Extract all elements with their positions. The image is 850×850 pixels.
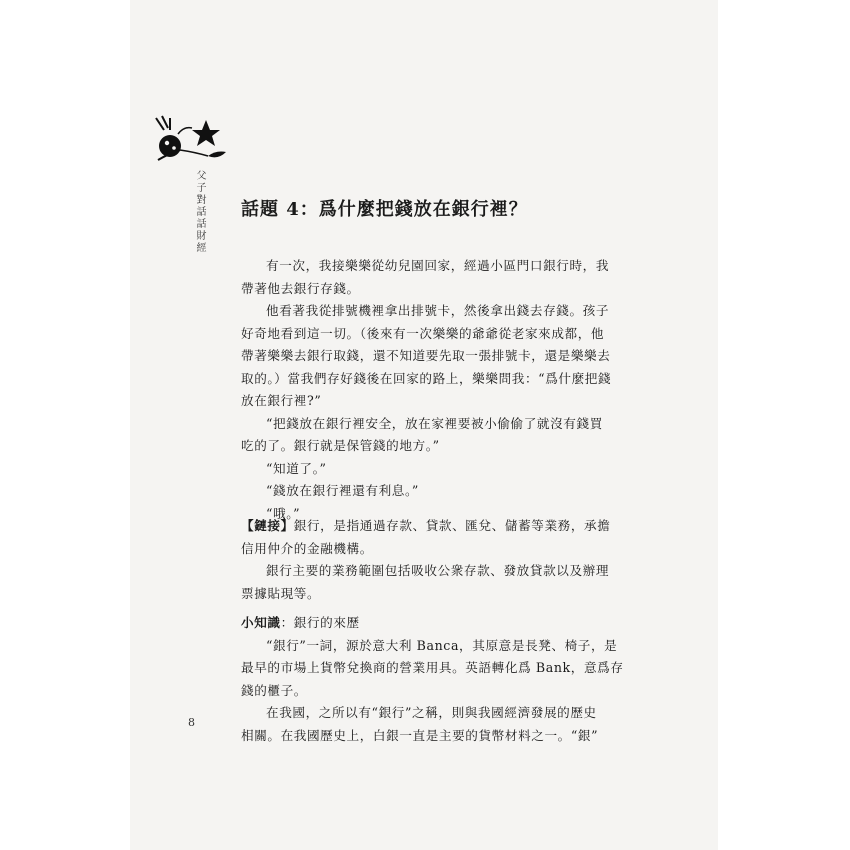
knowledge-line: 相關。在我國歷史上，白銀一直是主要的貨幣材料之一。“銀” — [241, 727, 599, 743]
link-note-line — [241, 515, 611, 538]
knowledge-subtitle: ：銀行的來歷 — [280, 615, 360, 630]
book-side-title: 父子對話話財經 — [194, 170, 205, 254]
link-note-line: 票據貼現等。 — [241, 585, 321, 601]
story-line: 帶著他去銀行存錢。 — [241, 280, 360, 296]
story-line: 放在銀行裡?” — [241, 393, 322, 408]
link-note-line: 信用仲介的金融機構。 — [241, 540, 373, 556]
knowledge-line: 錢的櫃子。 — [241, 682, 307, 698]
story-line: 他看著我從排號機裡拿出排號卡，然後拿出錢去存錢。孩子 — [266, 303, 610, 318]
knowledge-heading — [241, 612, 611, 635]
story-line: 帶著樂樂去銀行取錢，還不知道要先取一張排號卡，還是樂樂去 — [241, 348, 611, 363]
knowledge-label: 小知識 — [241, 615, 281, 630]
story-line: “知道了。” — [266, 460, 327, 476]
story-line: 有一次，我接樂樂從幼兒園回家，經過小區門口銀行時，我 — [266, 258, 610, 273]
knowledge-line: 最早的市場上貨幣兌換商的營業用具。英語轉化爲 Bank，意爲存 — [241, 660, 624, 675]
story-line: 好奇地看到這一切。（後來有一次樂樂的爺爺從老家來成都，他 — [241, 325, 605, 341]
story-line: “哦。” — [266, 505, 301, 521]
knowledge-section — [241, 612, 624, 747]
knowledge-line: 在我國，之所以有“銀行”之稱，則與我國經濟發展的歷史 — [266, 705, 597, 720]
link-note-label: 【鏈接】 — [241, 518, 294, 533]
page-number: 8 — [188, 716, 195, 729]
link-note-line: 銀行主要的業務範圍包括吸收公衆存款、發放貸款以及辦理 — [266, 563, 610, 578]
story-section — [241, 255, 611, 525]
story-line: 吃的了。銀行就是保管錢的地方。” — [241, 438, 440, 453]
story-line: “把錢放在銀行裡安全，放在家裡要被小偷偷了就沒有錢買 — [266, 415, 603, 431]
story-line: “錢放在銀行裡還有利息。” — [266, 483, 419, 498]
link-note-section — [241, 515, 611, 605]
story-line: 取的。）當我們存好錢後在回家的路上，樂樂問我：“爲什麼把錢 — [241, 370, 612, 386]
chapter-title: 話題 4：爲什麼把錢放在銀行裡？ — [241, 199, 528, 220]
link-note-text: 銀行，是指通過存款、貸款、匯兌、儲蓄等業務，承擔 — [293, 518, 611, 533]
flower-ornament-icon — [150, 112, 230, 172]
knowledge-line: “銀行”一詞，源於意大利 Banca，其原意是長凳、椅子，是 — [266, 637, 618, 653]
